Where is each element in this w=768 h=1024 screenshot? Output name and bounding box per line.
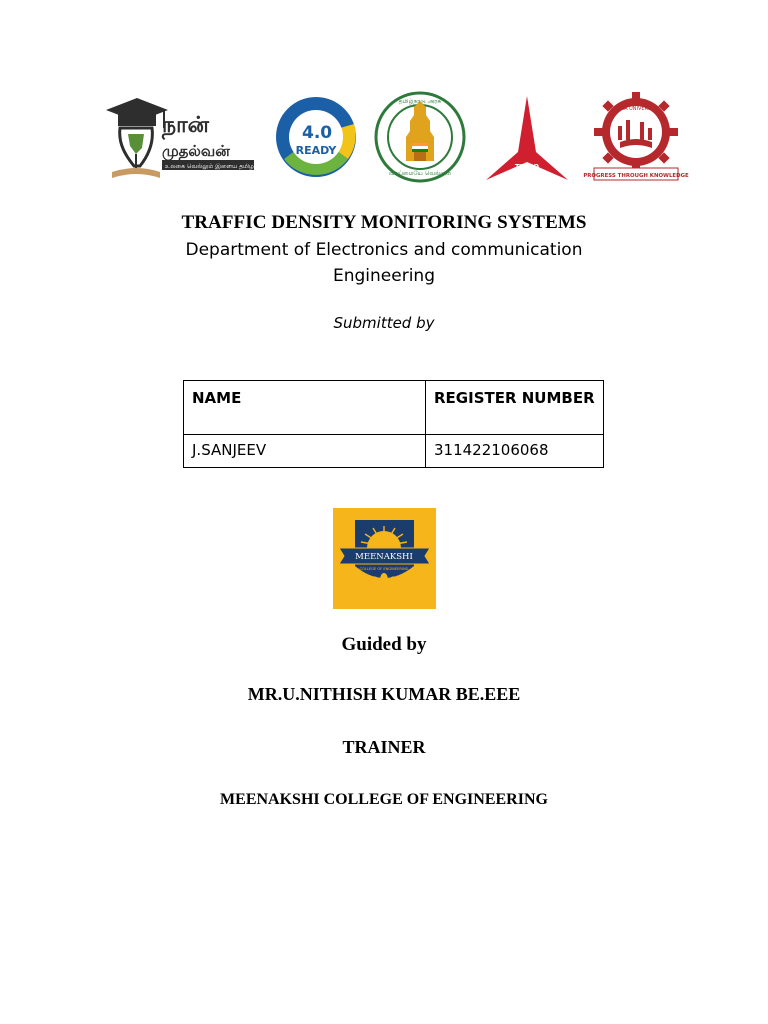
guide-role: TRAINER xyxy=(342,737,426,757)
student-name-cell: J.SANJEEV xyxy=(184,435,426,468)
submitted-by-label: Submitted by xyxy=(333,314,435,332)
tidco-logo xyxy=(484,94,570,184)
naan-mudhalvan-logo xyxy=(104,96,263,182)
guided-by-label: Guided by xyxy=(341,634,427,655)
header-name: NAME xyxy=(184,381,426,435)
header-register-number: REGISTER NUMBER xyxy=(426,381,604,435)
anna-university-logo xyxy=(583,92,689,184)
guide-name: MR.U.NITHISH KUMAR BE.EEE xyxy=(247,684,521,704)
department-line-1: Department of Electronics and communication xyxy=(185,240,583,260)
table-row xyxy=(184,435,604,468)
tidco-label: TIDCO xyxy=(514,163,540,171)
college-name: MEENAKSHI COLLEGE OF ENGINEERING xyxy=(220,791,548,808)
table-header-row xyxy=(184,381,604,435)
logo-row xyxy=(0,88,768,188)
tn-top-text: தமிழ்நாடு அரசு xyxy=(398,98,442,105)
naan-mudhalvan-tagline: உலகை வெல்லும் இளைய தமிழகம் xyxy=(165,163,263,170)
naan-text: நான் xyxy=(162,113,209,138)
register-number-cell: 311422106068 xyxy=(426,435,604,468)
crest-name: MEENAKSHI xyxy=(355,552,413,562)
tn-emblem-logo xyxy=(374,91,466,183)
meenakshi-crest xyxy=(333,508,436,609)
department-heading xyxy=(0,237,768,289)
anna-motto: PROGRESS THROUGH KNOWLEDGE xyxy=(583,173,689,179)
project-title: TRAFFIC DENSITY MONITORING SYSTEMS xyxy=(181,212,587,233)
crest-sub: COLLEGE OF ENGINEERING xyxy=(359,567,409,571)
mudhalvan-text: முதல்வன் xyxy=(162,142,230,160)
anna-name: ANNA UNIVERSITY xyxy=(613,106,659,112)
tn-motto: வாய்மையே வெல்லும் xyxy=(388,170,452,177)
student-table xyxy=(183,380,604,468)
industry-4-ready-logo xyxy=(274,94,358,180)
industry-ready: READY xyxy=(295,144,337,157)
industry-version: 4.0 xyxy=(302,123,333,143)
department-line-2: Engineering xyxy=(333,266,435,286)
